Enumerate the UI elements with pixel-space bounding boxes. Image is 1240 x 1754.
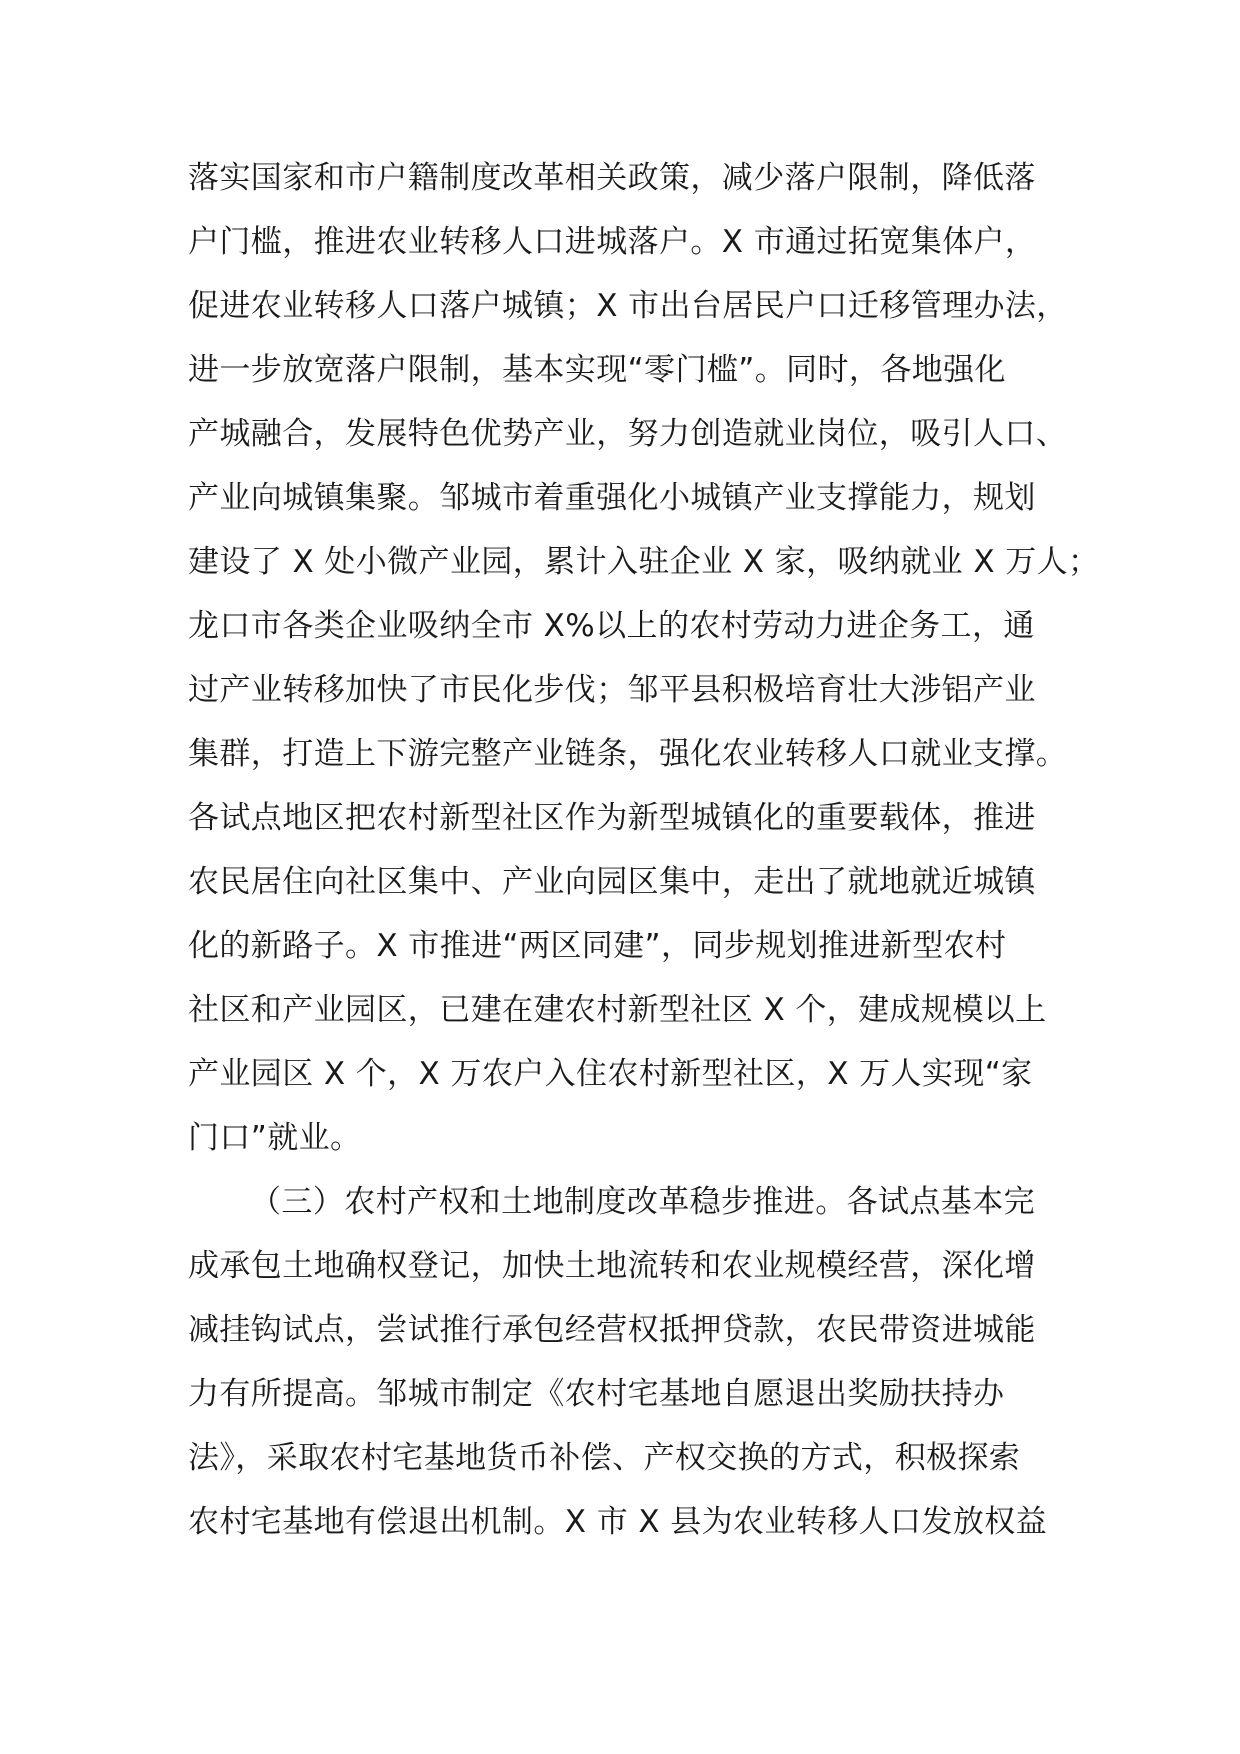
text-line: 门口”就业。 (188, 1120, 362, 1156)
text-line: 户门槛，推进农业转移人口进城落户。X 市通过拓宽集体户， (188, 224, 1037, 260)
text-line: 农民居住向社区集中、产业向园区集中，走出了就地就近城镇 (188, 864, 1036, 900)
text-line: 法》，采取农村宅基地货币补偿、产权交换的方式，积极探索 (188, 1440, 1021, 1476)
text-line: 促进农业转移人口落户城镇；X 市出台居民户口迁移管理办法， (188, 288, 1068, 324)
text-line: 化的新路子。X 市推进“两区同建”，同步规划推进新型农村 (188, 928, 1007, 964)
text-line: 农村宅基地有偿退出机制。X 市 X 县为农业转移人口发放权益 (188, 1504, 1048, 1540)
text-line: 社区和产业园区，已建在建农村新型社区 X 个，建成规模以上 (188, 992, 1047, 1028)
text-line: 减挂钩试点，尝试推行承包经营权抵押贷款，农民带资进城能 (188, 1312, 1036, 1348)
text-line: 建设了 X 处小微产业园，累计入驻企业 X 家，吸纳就业 X 万人； (188, 544, 1100, 580)
text-line: 过产业转移加快了市民化步伐；邹平县积极培育壮大涉铝产业 (188, 672, 1036, 708)
text-line: 产城融合，发展特色优势产业，努力创造就业岗位，吸引人口、 (188, 416, 1068, 452)
text-line: 进一步放宽落户限制，基本实现“零门槛”。同时，各地强化 (188, 352, 1006, 388)
text-line: 力有所提高。邹城市制定《农村宅基地自愿退出奖励扶持办 (188, 1376, 1005, 1412)
text-line: 各试点地区把农村新型社区作为新型城镇化的重要载体，推进 (188, 800, 1036, 836)
text-line: 产业向城镇集聚。邹城市着重强化小城镇产业支撑能力，规划 (188, 480, 1036, 516)
text-line: 产业园区 X 个，X 万农户入住农村新型社区，X 万人实现“家 (188, 1056, 1033, 1092)
section-heading-line: （三）农村产权和土地制度改革稳步推进。各试点基本完 (250, 1184, 1035, 1220)
text-line: 落实国家和市户籍制度改革相关政策，减少落户限制，降低落 (188, 160, 1036, 196)
text-line: 成承包土地确权登记，加快土地流转和农业规模经营，深化增 (188, 1248, 1036, 1284)
text-line: 龙口市各类企业吸纳全市 X%以上的农村劳动力进企务工，通 (188, 608, 1035, 644)
text-line: 集群，打造上下游完整产业链条，强化农业转移人口就业支撑。 (188, 736, 1068, 772)
